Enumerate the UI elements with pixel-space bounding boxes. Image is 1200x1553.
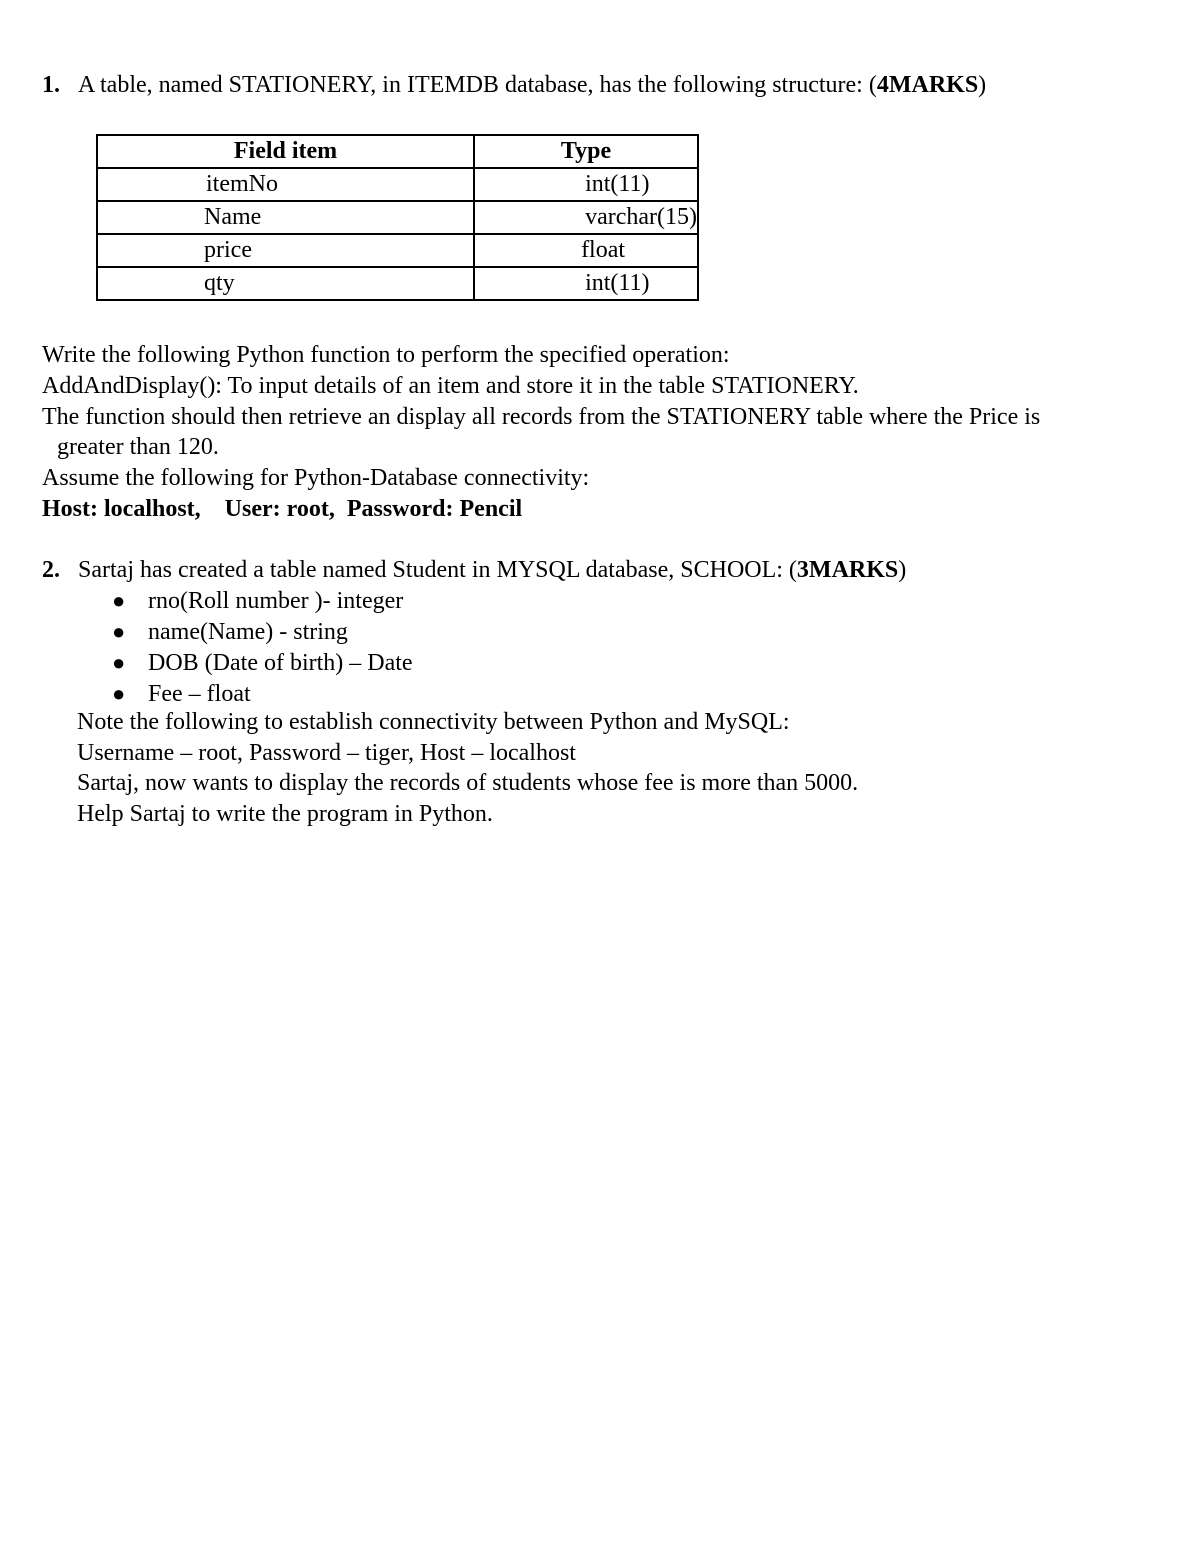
bullet-icon: ●: [112, 619, 126, 644]
question-1-close: ): [978, 72, 987, 98]
question-2-line: Username – root, Password – tiger, Host – localhost: [77, 740, 576, 766]
table-cell-field: itemNo: [97, 168, 474, 201]
question-2-intro: Sartaj has created a table named Student in MYSQL database, SCHOOL: (: [78, 557, 797, 583]
list-item-text: name(Name) - string: [148, 619, 348, 645]
question-1-line: AddAndDisplay(): To input details of an item and store it in the table STATIONERY.: [42, 373, 859, 399]
table-row: [97, 168, 698, 201]
question-1-intro: A table, named STATIONERY, in ITEMDB database, has the following structure: (: [78, 72, 877, 98]
list-item: [112, 678, 413, 709]
table-cell-type: varchar(15): [474, 201, 698, 234]
question-2-line: Note the following to establish connectivity between Python and MySQL:: [77, 709, 790, 735]
list-item: [112, 647, 413, 678]
student-fields-list: [112, 585, 413, 709]
list-item-text: DOB (Date of birth) – Date: [148, 650, 413, 676]
question-1-marks: 4MARKS: [876, 72, 979, 98]
table-row: [97, 234, 698, 267]
table-row: [97, 201, 698, 234]
table-cell-field: qty: [97, 267, 474, 300]
table-header-field: Field item: [97, 135, 474, 168]
question-2-line: Sartaj, now wants to display the records of students whose fee is more than 5000.: [77, 770, 859, 796]
question-1-line: Assume the following for Python-Database connectivity:: [42, 465, 590, 491]
question-1-line: greater than 120.: [57, 434, 219, 460]
table-cell-type: float: [474, 234, 698, 267]
table-cell-field: Name: [97, 201, 474, 234]
question-2-line: Help Sartaj to write the program in Python.: [77, 801, 493, 827]
question-1-line: The function should then retrieve an display all records from the STATIONERY table where the Price is: [42, 404, 1041, 430]
bullet-icon: ●: [112, 650, 126, 675]
stationery-structure-table: [96, 134, 699, 301]
bullet-icon: ●: [112, 681, 126, 706]
question-2-close: ): [898, 557, 907, 583]
table-cell-type: int(11): [474, 267, 698, 300]
bullet-icon: ●: [112, 588, 126, 613]
table-header-type: Type: [474, 135, 698, 168]
question-2-number: 2.: [42, 557, 60, 583]
table-row: [97, 267, 698, 300]
table-cell-field: price: [97, 234, 474, 267]
question-2-heading: [42, 555, 906, 586]
question-1-heading: [42, 70, 986, 101]
list-item: [112, 585, 413, 616]
list-item: [112, 616, 413, 647]
question-2-marks: 3MARKS: [796, 557, 899, 583]
connection-details: Host: localhost, User: root, Password: Pencil: [42, 496, 523, 522]
question-1-number: 1.: [42, 72, 60, 98]
list-item-text: rno(Roll number )- integer: [148, 588, 404, 614]
table-cell-type: int(11): [474, 168, 698, 201]
table-header-row: [97, 135, 698, 168]
question-1-line: Write the following Python function to perform the specified operation:: [42, 342, 730, 368]
list-item-text: Fee – float: [148, 681, 251, 707]
